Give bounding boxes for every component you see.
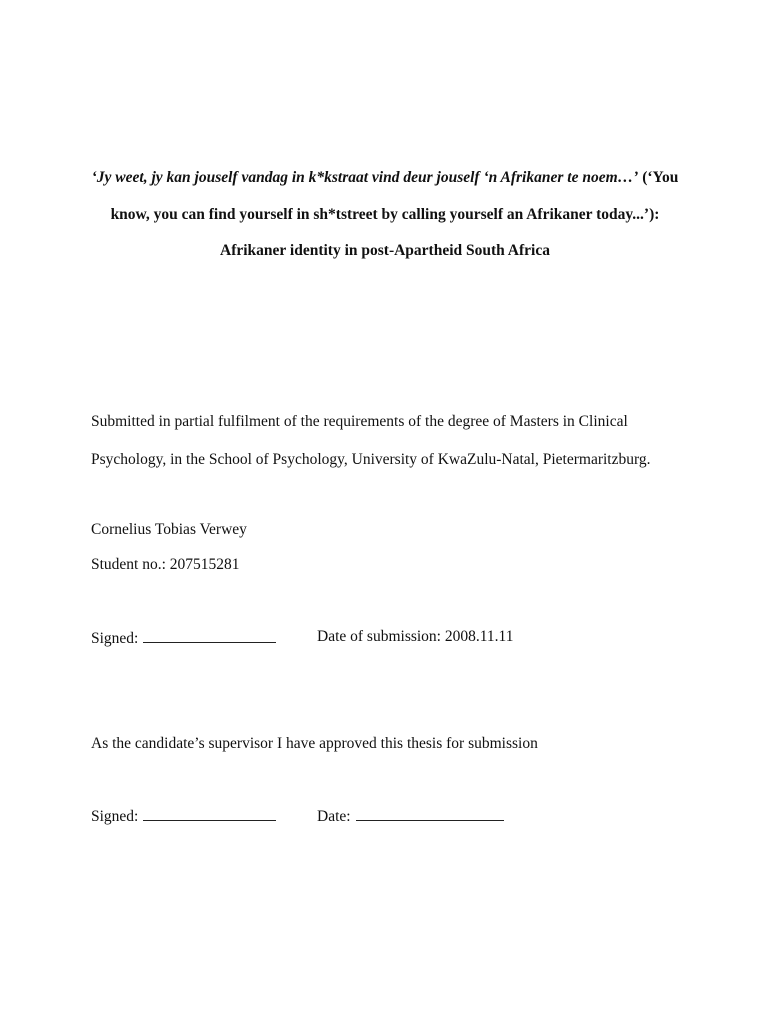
supervisor-approval-statement: As the candidate’s supervisor I have approved this thesis for submission: [91, 735, 538, 752]
supervisor-signature-line[interactable]: [143, 806, 276, 821]
supervisor-date-row: [317, 806, 504, 826]
submission-statement-line-2: Psychology, in the School of Psychology, University of KwaZulu-Natal, Pietermaritzburg.: [91, 451, 651, 468]
thesis-title: [60, 160, 710, 270]
supervisor-signed-label: Signed:: [91, 808, 139, 825]
title-line-3: Afrikaner identity in post-Apartheid South Africa: [220, 242, 550, 259]
supervisor-signature-row: [91, 806, 276, 826]
supervisor-date-line[interactable]: [356, 806, 504, 821]
title-line-1: [60, 160, 710, 197]
title-line-2: know, you can find yourself in sh*tstreet by calling yourself an Afrikaner today...’):: [110, 205, 660, 223]
author-name: Cornelius Tobias Verwey: [91, 521, 247, 538]
candidate-signature-row: [91, 628, 276, 648]
student-number: Student no.: 207515281: [91, 556, 240, 573]
submission-date: Date of submission: 2008.11.11: [317, 628, 514, 645]
candidate-signed-label: Signed:: [91, 630, 139, 647]
title-english-open: (‘You: [642, 169, 679, 186]
submission-statement-line-1: Submitted in partial fulfilment of the requirements of the degree of Masters in Clinical: [91, 413, 628, 430]
supervisor-date-label: Date:: [317, 808, 351, 825]
title-afrikaans-quote: ‘Jy weet, jy kan jouself vandag in k*kstraat vind deur jouself ‘n Afrikaner te noem…’: [91, 169, 639, 186]
candidate-signature-line[interactable]: [143, 628, 276, 643]
